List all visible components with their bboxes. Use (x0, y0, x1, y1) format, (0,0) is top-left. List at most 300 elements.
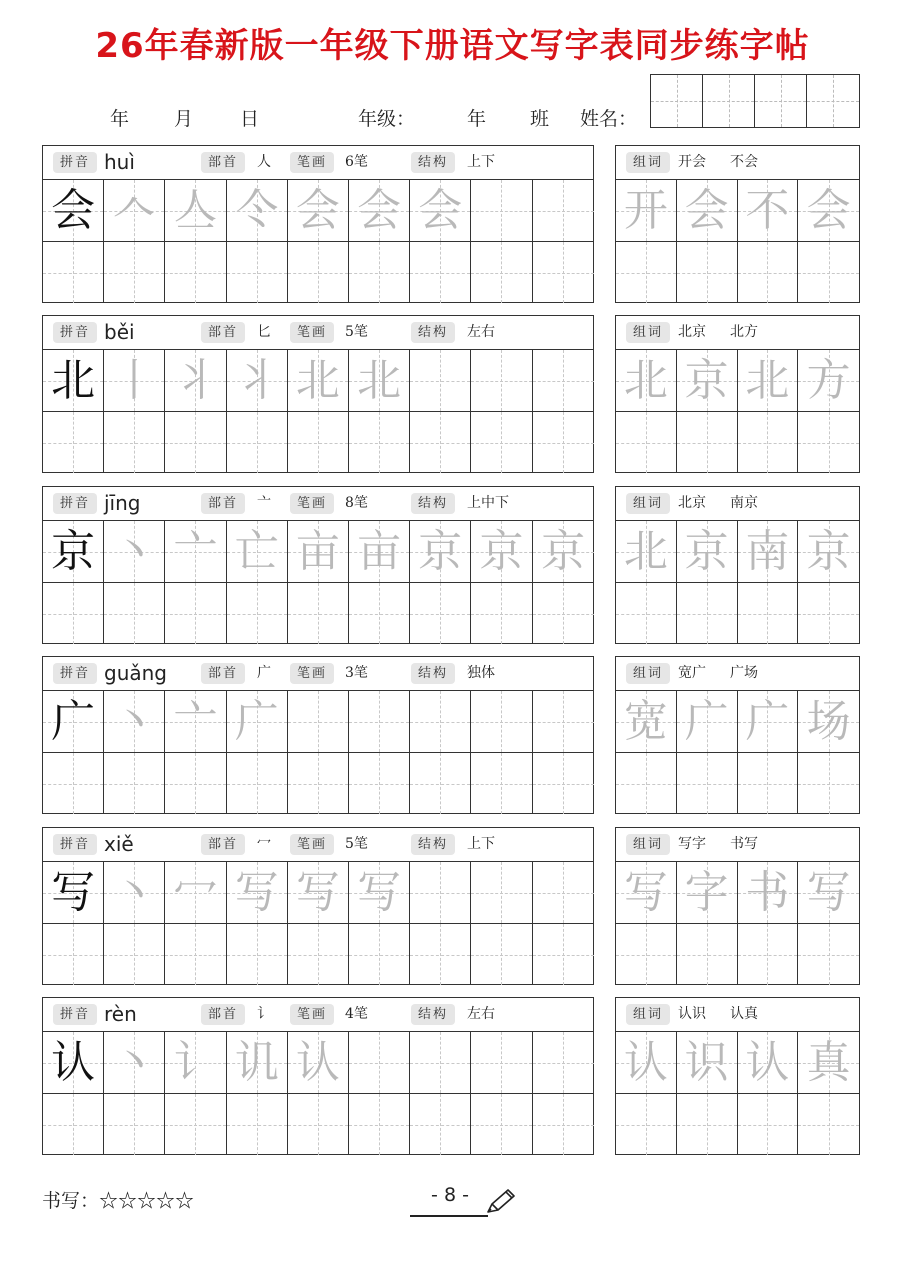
writing-cell[interactable] (410, 691, 471, 752)
pinyin-value: guǎng (104, 661, 167, 685)
word-writing-cell[interactable] (616, 180, 677, 241)
writing-cell[interactable] (471, 924, 532, 985)
writing-cell[interactable] (227, 412, 288, 473)
structure-value: 左右 (467, 1006, 495, 1022)
pinyin-tag: 拼音 (53, 493, 97, 514)
writing-cell[interactable] (349, 753, 410, 814)
writing-cell[interactable] (227, 753, 288, 814)
writing-cell[interactable] (43, 583, 104, 644)
name-box[interactable] (807, 75, 859, 127)
blank-writing-row (43, 582, 593, 644)
stroke-order-trace: 写 (357, 867, 402, 918)
writing-cell[interactable] (43, 521, 104, 582)
structure-tag: 结构 (411, 152, 455, 173)
writing-cell[interactable] (410, 583, 471, 644)
word-trace-character: 北 (623, 355, 668, 406)
writing-cell[interactable] (410, 350, 471, 411)
word-1: 宽广 (678, 665, 706, 681)
writing-cell[interactable] (227, 924, 288, 985)
words-header (616, 146, 859, 180)
pinyin-value: běi (104, 320, 135, 344)
writing-cell[interactable] (349, 583, 410, 644)
pinyin-value: rèn (104, 1002, 137, 1026)
year-label: 年 (110, 108, 130, 130)
word-writing-cell[interactable] (738, 242, 799, 303)
stroke-order-trace: 京 (479, 526, 524, 577)
writing-cell[interactable] (43, 753, 104, 814)
writing-cell[interactable] (288, 412, 349, 473)
word-trace-character: 京 (684, 355, 729, 406)
char-info-header (43, 316, 593, 350)
word-2: 北方 (730, 324, 758, 340)
month-label: 月 (174, 108, 194, 130)
practice-block-3 (42, 486, 594, 644)
words-header (616, 487, 859, 521)
writing-cell[interactable] (533, 862, 594, 923)
writing-cell[interactable] (533, 412, 594, 473)
name-box[interactable] (703, 75, 755, 127)
word-trace-character: 识 (684, 1037, 729, 1088)
pinyin-tag: 拼音 (53, 322, 97, 343)
writing-cell[interactable] (533, 350, 594, 411)
radical-tag: 部首 (201, 152, 245, 173)
strokes-tag: 笔画 (290, 1004, 334, 1025)
word-writing-cell[interactable] (616, 521, 677, 582)
writing-cell[interactable] (288, 583, 349, 644)
word-writing-cell[interactable] (616, 350, 677, 411)
words-header (616, 998, 859, 1032)
writing-cell[interactable] (288, 180, 349, 241)
writing-cell[interactable] (533, 242, 594, 303)
writing-cell[interactable] (410, 521, 471, 582)
word-blank-row (616, 923, 859, 985)
writing-cell[interactable] (349, 521, 410, 582)
word-writing-cell[interactable] (798, 350, 859, 411)
writing-cell[interactable] (43, 691, 104, 752)
writing-cell[interactable] (104, 924, 165, 985)
word-writing-cell[interactable] (677, 583, 738, 644)
writing-cell[interactable] (533, 521, 594, 582)
word-trace-character: 会 (684, 185, 729, 236)
writing-cell[interactable] (471, 1032, 532, 1093)
writing-cell[interactable] (165, 521, 226, 582)
writing-cell[interactable] (104, 350, 165, 411)
blank-writing-row (43, 752, 593, 814)
writing-cell[interactable] (227, 1094, 288, 1155)
writing-cell[interactable] (43, 862, 104, 923)
word-writing-cell[interactable] (798, 924, 859, 985)
word-1: 开会 (678, 154, 706, 170)
word-trace-character: 方 (806, 355, 851, 406)
word-writing-cell[interactable] (616, 924, 677, 985)
writing-cell[interactable] (471, 753, 532, 814)
writing-cell[interactable] (104, 412, 165, 473)
writing-cell[interactable] (533, 753, 594, 814)
strokes-tag: 笔画 (290, 493, 334, 514)
writing-cell[interactable] (533, 1032, 594, 1093)
word-writing-cell[interactable] (677, 521, 738, 582)
word-writing-cell[interactable] (738, 583, 799, 644)
word-writing-cell[interactable] (798, 753, 859, 814)
name-label: 姓名： (580, 108, 638, 130)
word-writing-cell[interactable] (616, 753, 677, 814)
word-writing-cell[interactable] (677, 1094, 738, 1155)
char-info-header (43, 657, 593, 691)
tracing-row (43, 1032, 593, 1093)
word-1: 认识 (678, 1006, 706, 1022)
writing-cell[interactable] (165, 242, 226, 303)
word-writing-cell[interactable] (798, 691, 859, 752)
writing-cell[interactable] (104, 1094, 165, 1155)
writing-cell[interactable] (43, 924, 104, 985)
writing-cell[interactable] (43, 412, 104, 473)
word-1: 北京 (678, 495, 706, 511)
writing-cell[interactable] (165, 583, 226, 644)
writing-cell[interactable] (471, 521, 532, 582)
writing-cell[interactable] (165, 753, 226, 814)
writing-cell[interactable] (288, 1094, 349, 1155)
char-info-header (43, 828, 593, 862)
writing-cell[interactable] (227, 1032, 288, 1093)
page-number: - 8 - (431, 1184, 469, 1206)
writing-cell[interactable] (104, 180, 165, 241)
word-writing-cell[interactable] (798, 1094, 859, 1155)
word-blank-row (616, 411, 859, 473)
word-writing-cell[interactable] (616, 412, 677, 473)
word-writing-cell[interactable] (798, 242, 859, 303)
word-trace-character: 写 (806, 867, 851, 918)
word-trace-character: 字 (684, 867, 729, 918)
radical-value: 匕 (257, 324, 271, 340)
word-trace-character: 广 (745, 696, 790, 747)
word-writing-cell[interactable] (738, 924, 799, 985)
writing-cell[interactable] (471, 242, 532, 303)
writing-cell[interactable] (349, 691, 410, 752)
writing-cell[interactable] (43, 1094, 104, 1155)
word-trace-character: 不 (745, 185, 790, 236)
class-label: 班 (530, 108, 550, 130)
practice-block-2 (42, 315, 594, 473)
writing-cell[interactable] (410, 1032, 471, 1093)
stroke-order-trace: 京 (541, 526, 586, 577)
strokes-tag: 笔画 (290, 322, 334, 343)
writing-cell[interactable] (349, 412, 410, 473)
word-writing-cell[interactable] (738, 691, 799, 752)
model-character: 写 (51, 867, 96, 918)
word-trace-character: 写 (623, 867, 668, 918)
writing-cell[interactable] (410, 180, 471, 241)
model-character: 认 (51, 1037, 96, 1088)
writing-cell[interactable] (533, 1094, 594, 1155)
word-trace-character: 真 (806, 1037, 851, 1088)
structure-value: 上中下 (467, 495, 509, 511)
writing-cell[interactable] (349, 1032, 410, 1093)
writing-cell[interactable] (471, 350, 532, 411)
structure-value: 左右 (467, 324, 495, 340)
structure-value: 上下 (467, 836, 495, 852)
writing-cell[interactable] (349, 1094, 410, 1155)
writing-cell[interactable] (165, 1032, 226, 1093)
pinyin-tag: 拼音 (53, 834, 97, 855)
word-writing-cell[interactable] (798, 180, 859, 241)
writing-cell[interactable] (227, 862, 288, 923)
word-writing-cell[interactable] (677, 924, 738, 985)
stroke-order-trace: 讥 (234, 1037, 279, 1088)
pinyin-tag: 拼音 (53, 663, 97, 684)
word-trace-character: 书 (745, 867, 790, 918)
writing-cell[interactable] (349, 924, 410, 985)
nian-label: 年 (467, 108, 487, 130)
stroke-order-trace: 北 (295, 355, 340, 406)
writing-cell[interactable] (349, 180, 410, 241)
word-writing-cell[interactable] (798, 521, 859, 582)
pinyin-tag: 拼音 (53, 152, 97, 173)
pinyin-tag: 拼音 (53, 1004, 97, 1025)
stroke-order-trace: 广 (234, 696, 279, 747)
writing-cell[interactable] (104, 862, 165, 923)
writing-cell[interactable] (165, 1094, 226, 1155)
word-writing-cell[interactable] (677, 180, 738, 241)
word-blank-row (616, 752, 859, 814)
writing-cell[interactable] (410, 924, 471, 985)
word-writing-cell[interactable] (677, 412, 738, 473)
word-writing-cell[interactable] (738, 1094, 799, 1155)
stroke-order-trace: 冖 (173, 867, 218, 918)
writing-cell[interactable] (165, 924, 226, 985)
word-writing-cell[interactable] (798, 862, 859, 923)
strokes-tag: 笔画 (290, 834, 334, 855)
radical-value: 人 (257, 154, 271, 170)
writing-cell[interactable] (227, 691, 288, 752)
word-writing-cell[interactable] (616, 1032, 677, 1093)
char-info-header (43, 146, 593, 180)
writing-cell[interactable] (104, 753, 165, 814)
writing-cell[interactable] (43, 242, 104, 303)
words-tag: 组词 (626, 663, 670, 684)
word-trace-character: 宽 (623, 696, 668, 747)
stroke-order-trace: 亡 (234, 526, 279, 577)
writing-cell[interactable] (104, 521, 165, 582)
writing-cell[interactable] (104, 583, 165, 644)
words-header (616, 828, 859, 862)
radical-tag: 部首 (201, 834, 245, 855)
structure-value: 独体 (467, 665, 495, 681)
word-blank-row (616, 1093, 859, 1155)
writing-cell[interactable] (227, 180, 288, 241)
radical-tag: 部首 (201, 1004, 245, 1025)
stroke-order-trace: 亩 (357, 526, 402, 577)
words-tag: 组词 (626, 1004, 670, 1025)
word-trace-character: 场 (806, 696, 851, 747)
word-block-6 (615, 997, 860, 1155)
word-writing-cell[interactable] (738, 412, 799, 473)
word-2: 广场 (730, 665, 758, 681)
writing-cell[interactable] (349, 862, 410, 923)
structure-value: 上下 (467, 154, 495, 170)
writing-cell[interactable] (349, 350, 410, 411)
word-writing-cell[interactable] (738, 180, 799, 241)
writing-cell[interactable] (471, 862, 532, 923)
word-block-3 (615, 486, 860, 644)
blank-writing-row (43, 411, 593, 473)
stroke-order-trace: 丶 (112, 867, 157, 918)
stroke-order-trace: 亠 (173, 696, 218, 747)
word-writing-cell[interactable] (677, 350, 738, 411)
writing-cell[interactable] (410, 1094, 471, 1155)
word-blank-row (616, 582, 859, 644)
word-block-1 (615, 145, 860, 303)
word-writing-cell[interactable] (738, 521, 799, 582)
writing-cell[interactable] (227, 242, 288, 303)
writing-cell[interactable] (288, 753, 349, 814)
word-writing-cell[interactable] (616, 583, 677, 644)
word-writing-cell[interactable] (738, 1032, 799, 1093)
words-tag: 组词 (626, 493, 670, 514)
stroke-order-trace: 会 (418, 185, 463, 236)
practice-block-6 (42, 997, 594, 1155)
writing-cell[interactable] (43, 180, 104, 241)
writing-cell[interactable] (288, 862, 349, 923)
writing-cell[interactable] (227, 350, 288, 411)
blank-writing-row (43, 1093, 593, 1155)
writing-cell[interactable] (104, 242, 165, 303)
writing-cell[interactable] (43, 1032, 104, 1093)
word-tracing-row (616, 521, 859, 582)
radical-value: 亠 (257, 495, 271, 511)
stroke-order-trace: 写 (295, 867, 340, 918)
word-trace-character: 南 (745, 526, 790, 577)
word-trace-character: 会 (806, 185, 851, 236)
writing-cell[interactable] (288, 691, 349, 752)
structure-tag: 结构 (411, 322, 455, 343)
practice-block-4 (42, 656, 594, 814)
word-writing-cell[interactable] (677, 753, 738, 814)
name-box[interactable] (651, 75, 703, 127)
writing-cell[interactable] (471, 583, 532, 644)
radical-tag: 部首 (201, 663, 245, 684)
word-1: 写字 (678, 836, 706, 852)
words-header (616, 657, 859, 691)
radical-tag: 部首 (201, 493, 245, 514)
tracing-row (43, 350, 593, 411)
strokes-tag: 笔画 (290, 152, 334, 173)
word-writing-cell[interactable] (798, 583, 859, 644)
strokes-value: 5笔 (345, 324, 368, 340)
writing-cell[interactable] (533, 691, 594, 752)
word-1: 北京 (678, 324, 706, 340)
writing-cell[interactable] (471, 691, 532, 752)
model-character: 广 (51, 696, 96, 747)
stroke-order-trace: 丬 (234, 355, 279, 406)
stroke-order-trace: 亩 (295, 526, 340, 577)
word-writing-cell[interactable] (616, 242, 677, 303)
word-writing-cell[interactable] (798, 1032, 859, 1093)
practice-block-1 (42, 145, 594, 303)
writing-cell[interactable] (165, 350, 226, 411)
writing-cell[interactable] (533, 180, 594, 241)
words-tag: 组词 (626, 152, 670, 173)
tracing-row (43, 521, 593, 582)
pen-icon (484, 1188, 518, 1216)
word-writing-cell[interactable] (616, 862, 677, 923)
strokes-value: 6笔 (345, 154, 368, 170)
word-block-4 (615, 656, 860, 814)
stroke-order-trace: 丨 (112, 355, 157, 406)
word-writing-cell[interactable] (738, 350, 799, 411)
word-writing-cell[interactable] (616, 1094, 677, 1155)
stroke-order-trace: 仒 (234, 185, 279, 236)
word-writing-cell[interactable] (616, 691, 677, 752)
model-character: 京 (51, 526, 96, 577)
writing-cell[interactable] (165, 412, 226, 473)
word-writing-cell[interactable] (798, 412, 859, 473)
writing-cell[interactable] (410, 412, 471, 473)
writing-cell[interactable] (288, 242, 349, 303)
word-writing-cell[interactable] (738, 753, 799, 814)
name-box[interactable] (755, 75, 807, 127)
writing-cell[interactable] (165, 691, 226, 752)
writing-cell[interactable] (104, 691, 165, 752)
blank-writing-row (43, 241, 593, 303)
writing-cell[interactable] (410, 242, 471, 303)
tracing-row (43, 691, 593, 752)
structure-tag: 结构 (411, 1004, 455, 1025)
writing-cell[interactable] (288, 1032, 349, 1093)
word-writing-cell[interactable] (677, 691, 738, 752)
structure-tag: 结构 (411, 663, 455, 684)
stroke-order-trace: 丶 (112, 526, 157, 577)
writing-cell[interactable] (288, 924, 349, 985)
writing-cell[interactable] (288, 350, 349, 411)
writing-cell[interactable] (471, 1094, 532, 1155)
pinyin-value: xiě (104, 832, 134, 856)
writing-cell[interactable] (349, 242, 410, 303)
writing-cell[interactable] (410, 753, 471, 814)
stroke-order-trace: 认 (295, 1037, 340, 1088)
page-title: 26年春新版一年级下册语文写字表同步练字帖 (95, 26, 810, 66)
writing-cell[interactable] (288, 521, 349, 582)
writing-cell[interactable] (471, 180, 532, 241)
word-writing-cell[interactable] (677, 862, 738, 923)
stroke-order-trace: 写 (234, 867, 279, 918)
writing-cell[interactable] (533, 583, 594, 644)
writing-cell[interactable] (227, 521, 288, 582)
name-writing-boxes[interactable] (650, 74, 860, 128)
writing-cell[interactable] (165, 180, 226, 241)
writing-cell[interactable] (165, 862, 226, 923)
writing-cell[interactable] (533, 924, 594, 985)
blank-writing-row (43, 923, 593, 985)
word-trace-character: 北 (745, 355, 790, 406)
radical-value: 冖 (257, 836, 271, 852)
writing-cell[interactable] (43, 350, 104, 411)
writing-cell[interactable] (104, 1032, 165, 1093)
writing-cell[interactable] (471, 412, 532, 473)
writing-cell[interactable] (410, 862, 471, 923)
word-writing-cell[interactable] (738, 862, 799, 923)
word-writing-cell[interactable] (677, 242, 738, 303)
word-writing-cell[interactable] (677, 1032, 738, 1093)
grade-label: 年级： (358, 108, 416, 130)
strokes-value: 3笔 (345, 665, 368, 681)
word-trace-character: 认 (623, 1037, 668, 1088)
word-trace-character: 京 (684, 526, 729, 577)
stroke-order-trace: 讠 (173, 1037, 218, 1088)
writing-cell[interactable] (227, 583, 288, 644)
model-character: 会 (51, 185, 96, 236)
words-tag: 组词 (626, 322, 670, 343)
word-2: 认真 (730, 1006, 758, 1022)
